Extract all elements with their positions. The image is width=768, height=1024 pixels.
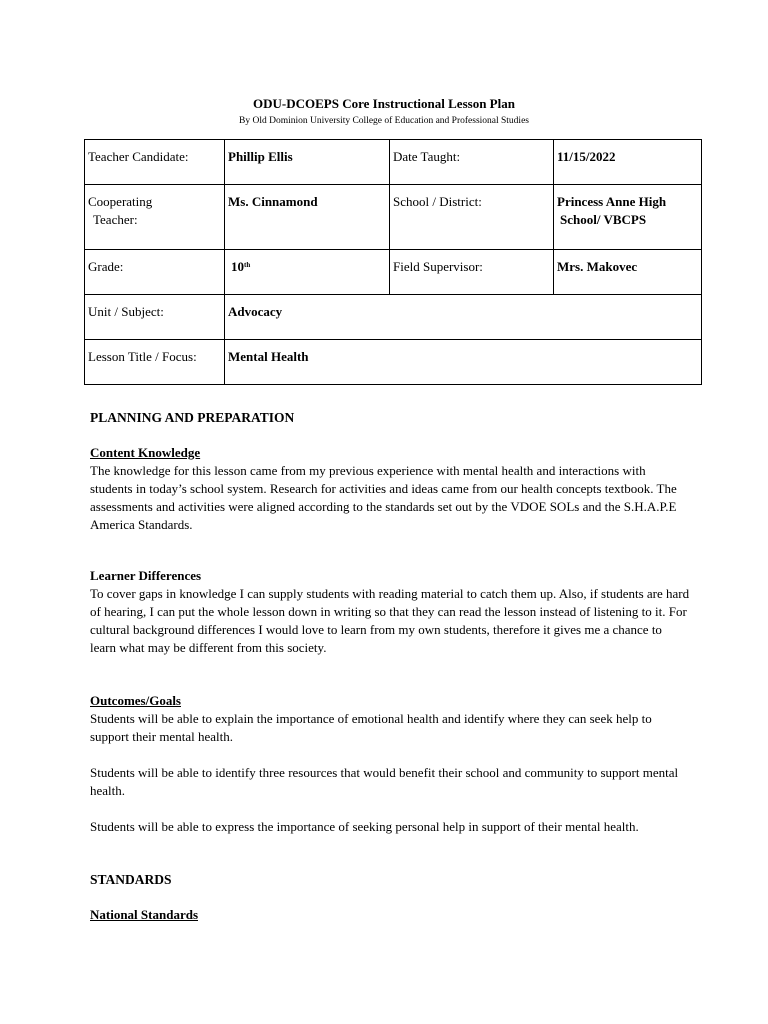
school-district-line1: Princess Anne High <box>557 194 667 209</box>
cooperating-teacher-value: Ms. Cinnamond <box>225 185 390 250</box>
grade-value <box>225 250 390 295</box>
lesson-info-table <box>84 139 702 385</box>
table-row <box>85 340 702 385</box>
school-district-line2: School/ VBCPS <box>560 212 647 227</box>
grade-suffix: th <box>244 261 251 269</box>
unit-subject-label: Unit / Subject: <box>85 295 225 340</box>
outcome-3: Students will be able to express the importance of seeking personal help in support of their mental health. <box>90 819 639 834</box>
learner-differences-text: To cover gaps in knowledge I can supply students with reading material to catch them up. Also, if students are hard of hearing, I can put the whole lesson down in writing so that they can read the lesson instead of listening to it. For cultural background differences I would love to learn from my own students, therefore it gives me a chance to learn what may be different from this society. <box>90 586 690 655</box>
standards-heading-block <box>90 871 690 889</box>
cooperating-teacher-label-line2: Teacher: <box>93 212 138 227</box>
outcome-1: Students will be able to explain the importance of emotional health and identify where they can seek help to support their mental health. <box>90 711 652 744</box>
outcome-2: Students will be able to identify three resources that would benefit their school and community to support mental health. <box>90 765 679 798</box>
field-supervisor-value: Mrs. Makovec <box>554 250 702 295</box>
national-standards-heading: National Standards <box>90 907 198 922</box>
learner-differences-heading: Learner Differences <box>90 568 202 583</box>
table-row <box>85 185 702 250</box>
document-title: ODU-DCOEPS Core Instructional Lesson Plan <box>253 96 515 111</box>
school-district-value <box>554 185 702 250</box>
teacher-candidate-label: Teacher Candidate: <box>85 140 225 185</box>
lesson-title-label: Lesson Title / Focus: <box>85 340 225 385</box>
table-row <box>85 140 702 185</box>
date-taught-label: Date Taught: <box>390 140 554 185</box>
outcomes-heading: Outcomes/Goals <box>90 693 181 708</box>
cooperating-teacher-label <box>85 185 225 250</box>
outcomes-section <box>90 692 690 746</box>
planning-heading: PLANNING AND PREPARATION <box>90 410 295 425</box>
content-knowledge-section <box>90 444 690 534</box>
content-knowledge-text: The knowledge for this lesson came from my previous experience with mental health and interactions with students in today’s school system. Research for activities and ideas came from our health concepts textbook. The assessments and activities were aligned according to the standards set out by the VDOE SOLs and the S.H.A.P.E America Standards. <box>90 463 677 532</box>
grade-label: Grade: <box>85 250 225 295</box>
field-supervisor-label: Field Supervisor: <box>390 250 554 295</box>
lesson-title-value: Mental Health <box>225 340 702 385</box>
content-knowledge-heading: Content Knowledge <box>90 445 201 460</box>
cooperating-teacher-label-line1: Cooperating <box>88 194 153 209</box>
date-taught-value: 11/15/2022 <box>554 140 702 185</box>
national-standards-block <box>90 906 690 924</box>
learner-differences-section <box>90 567 690 657</box>
standards-heading: STANDARDS <box>90 872 172 887</box>
unit-subject-value: Advocacy <box>225 295 702 340</box>
document-subtitle: By Old Dominion University College of Education and Professional Studies <box>239 116 529 126</box>
outcome-2-block <box>90 764 690 800</box>
school-district-label: School / District: <box>390 185 554 250</box>
table-row <box>85 250 702 295</box>
outcome-3-block <box>90 818 690 836</box>
document-header <box>0 96 768 128</box>
table-row <box>85 295 702 340</box>
grade-number: 10 <box>231 259 244 274</box>
teacher-candidate-value: Phillip Ellis <box>225 140 390 185</box>
